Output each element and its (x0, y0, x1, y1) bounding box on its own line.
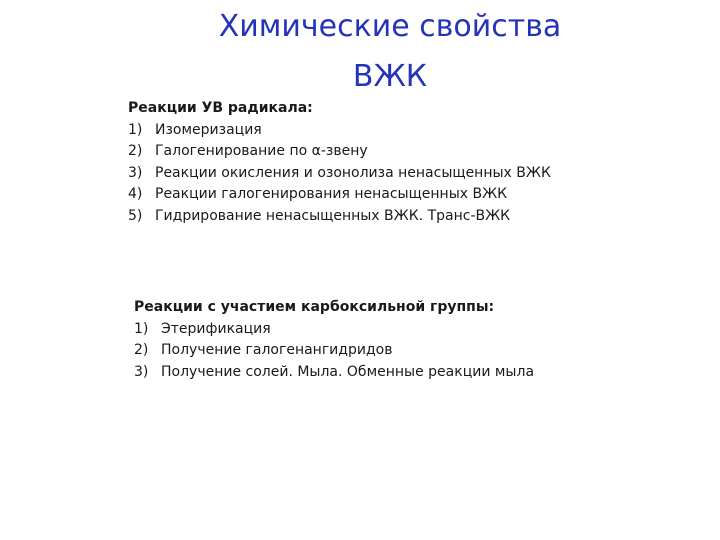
list-item-number: 3) (134, 363, 149, 380)
list-item (128, 120, 551, 142)
list-item-text: Получение галогенангидридов (161, 342, 393, 358)
list-item (128, 141, 551, 163)
list-item (134, 340, 534, 362)
list-item-number: 1) (134, 320, 149, 337)
list-item (128, 184, 551, 206)
list-item-text: Реакции галогенирования ненасыщенных ВЖК (155, 186, 508, 202)
title-line-1: Химические свойства (218, 9, 562, 44)
list-item (134, 319, 534, 341)
list-item-text: Гидрирование ненасыщенных ВЖК. Транс-ВЖК (155, 207, 511, 224)
uv-radical-reactions-list (128, 120, 551, 228)
list-item-number: 1) (128, 121, 143, 138)
list-item-number: 2) (134, 342, 149, 358)
list-item-number: 5) (128, 207, 143, 224)
list-item-text: Изомеризация (155, 121, 262, 138)
list-item-number: 3) (128, 164, 143, 181)
list-item (128, 206, 551, 228)
list-item-text: Получение солей. Мыла. Обменные реакции мыла (161, 363, 535, 380)
section-heading-uv-radical: Реакции УВ радикала: (128, 100, 313, 116)
title-line-2: ВЖК (352, 59, 428, 94)
uv-radical-reactions-section (128, 98, 551, 227)
list-item-text: Галогенирование по α-звену (155, 143, 368, 159)
list-item (134, 362, 534, 384)
list-item (128, 163, 551, 185)
carboxyl-group-reactions-section (134, 297, 534, 383)
list-item-text: Этерификация (161, 320, 271, 337)
slide-title (180, 2, 600, 102)
list-item-number: 4) (128, 186, 143, 202)
list-item-text: Реакции окисления и озонолиза ненасыщенных ВЖК (155, 164, 551, 181)
carboxyl-group-reactions-list (134, 319, 534, 384)
section-heading-carboxyl: Реакции с участием карбоксильной группы: (134, 299, 495, 315)
list-item-number: 2) (128, 143, 143, 159)
